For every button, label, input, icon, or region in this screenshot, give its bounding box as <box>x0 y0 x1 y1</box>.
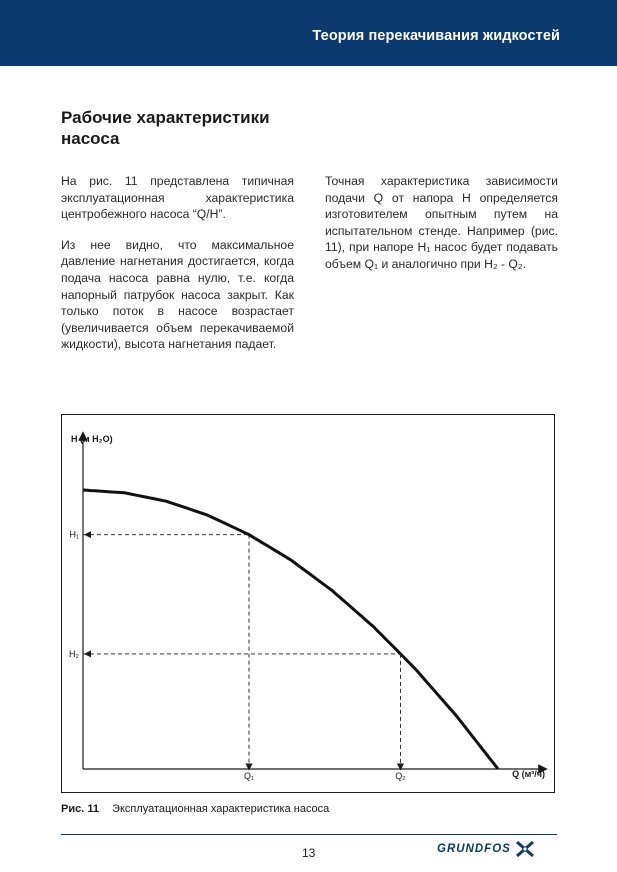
header-title: Теория перекачивания жидкостей <box>312 28 560 44</box>
q-tick-label-2: Q₂ <box>395 771 406 781</box>
y-axis-label: H (м H₂O) <box>71 434 113 444</box>
caption-number: Рис. 11 <box>61 803 99 815</box>
section-title: Рабочие характеристики насоса <box>61 108 270 148</box>
q-tick-label-1: Q₁ <box>243 771 255 781</box>
page-number: 13 <box>302 846 316 860</box>
grundfos-x-icon <box>515 840 535 858</box>
x-axis-label: Q (м³/ч) <box>512 769 545 779</box>
h-arrow-1 <box>84 531 91 538</box>
h-tick-label-2: H₂ <box>69 648 79 659</box>
brand-logo <box>437 840 535 858</box>
figure-caption <box>61 803 329 815</box>
left-paragraph-1: На рис. 11 представлена типичная эксплуатационная характеристика центробежного насоса “Q/H”. <box>61 174 294 222</box>
h-tick-label-1: H₁ <box>69 529 79 540</box>
h-arrow-2 <box>84 650 91 657</box>
right-paragraph-1: Точная характеристика зависимости подачи Q от напора H определяется изготовителем опытным путем на испытательном стенде. Например (рис. 11), при напоре H₁ насос будет подавать объем Q₁ и аналогично при H₂ - Q₂. <box>325 174 558 271</box>
left-paragraph-2: Из нее видно, что максимальное давление нагнетания достигается, когда подача насоса равна нулю, т.е. когда напорный патрубок насоса закрыт. Как только поток в насосе возрастает (увеличивается объем перекачиваемой жидкости), высота нагнетания падает. <box>61 237 294 352</box>
qh-curve <box>83 490 498 769</box>
brand-name: GRUNDFOS <box>437 843 511 855</box>
header-bar <box>0 0 617 66</box>
right-column <box>325 173 558 287</box>
footer-rule <box>61 834 557 835</box>
left-column <box>61 173 294 367</box>
caption-text: Эксплуатационная характеристика насоса <box>112 803 330 815</box>
qh-chart <box>61 414 555 793</box>
